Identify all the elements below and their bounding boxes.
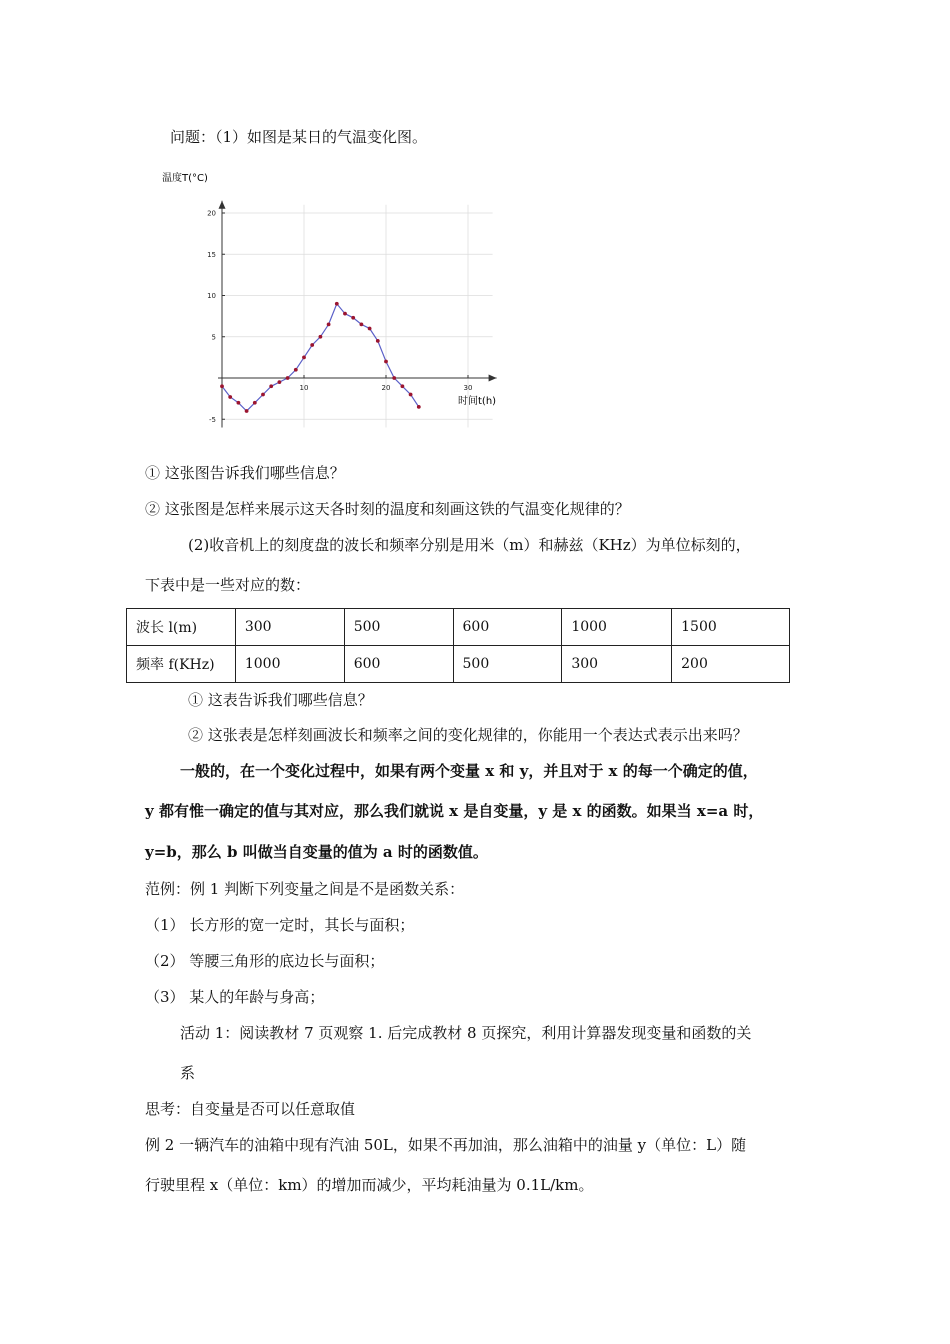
y-tick-label: 20 [207, 209, 216, 218]
data-point [220, 384, 224, 388]
y-tick-label: 10 [207, 292, 216, 300]
data-point [343, 312, 347, 316]
data-point [286, 376, 290, 380]
example-1-item-1: （1） 长方形的宽一定时，其长与面积； [145, 916, 415, 934]
table-row [127, 609, 790, 646]
chart-y-label: 温度T(°C) [162, 173, 208, 184]
definition-line-2: y 都有惟一确定的值与其对应，那么我们就说 x 是自变量，y 是 x 的函数。如果当 x=a 时， [145, 802, 764, 820]
chart-tick-labels [207, 210, 472, 424]
y-tick-label: 15 [207, 250, 216, 259]
activity-line-2: 系 [180, 1064, 196, 1082]
data-point [294, 368, 298, 372]
table-cell: 波长 l(m) [127, 609, 236, 646]
data-point [278, 380, 282, 384]
data-point [253, 401, 257, 405]
table-cell: 500 [344, 609, 453, 646]
example-1-item-3: （3） 某人的年龄与身高； [145, 988, 325, 1006]
question-2a: ① 这表告诉我们哪些信息？ [188, 691, 373, 709]
chart-axes [218, 201, 497, 428]
data-point [417, 405, 421, 409]
table-cell: 200 [672, 646, 790, 683]
paragraph-2-line-2: 下表中是一些对应的数： [145, 576, 311, 594]
table-row [127, 646, 790, 683]
table-cell: 1000 [562, 609, 672, 646]
x-axis-arrow [489, 375, 497, 382]
data-point [319, 335, 323, 339]
data-point [261, 393, 265, 397]
data-point [302, 355, 306, 359]
x-tick-label: 30 [463, 384, 473, 392]
y-axis-arrow [219, 201, 226, 209]
intro-text: 问题：（1）如图是某日的气温变化图。 [170, 128, 428, 146]
definition-line-3: y=b，那么 b 叫做当自变量的值为 a 时的函数值。 [145, 843, 488, 861]
y-tick-label: -5 [209, 415, 216, 424]
question-1a: ① 这张图告诉我们哪些信息？ [145, 464, 345, 482]
data-point [335, 302, 339, 306]
data-point [368, 327, 372, 331]
table-cell: 300 [562, 646, 672, 683]
example-1-title: 范例：例 1 判断下列变量之间是不是函数关系： [145, 880, 465, 898]
table-cell: 1500 [672, 609, 790, 646]
table-cell: 600 [344, 646, 453, 683]
chart-x-label: 时间t(h) [458, 396, 497, 407]
y-tick-label: 5 [211, 333, 216, 342]
table-cell: 600 [453, 609, 562, 646]
example-1-item-2: （2） 等腰三角形的底边长与面积； [145, 952, 385, 970]
question-1b: ② 这张图是怎样来展示这天各时刻的温度和刻画这铁的气温变化规律的？ [145, 500, 630, 518]
data-point [351, 316, 355, 320]
temperature-chart [160, 163, 520, 438]
paragraph-2-line-1: (2)收音机上的刻度盘的波长和频率分别是用米（m）和赫兹（KHz）为单位标刻的， [188, 536, 751, 554]
data-point [310, 343, 314, 347]
data-point [327, 322, 331, 326]
table-cell: 500 [453, 646, 562, 683]
think-text: 思考：自变量是否可以任意取值 [145, 1100, 356, 1118]
data-point [392, 376, 396, 380]
data-point [245, 409, 249, 413]
data-point [401, 384, 405, 388]
table-cell: 1000 [235, 646, 344, 683]
table-cell: 300 [235, 609, 344, 646]
definition-line-1: 一般的，在一个变化过程中，如果有两个变量 x 和 y，并且对于 x 的每一个确定的值， [180, 762, 758, 780]
x-tick-label: 20 [381, 384, 391, 392]
data-point [360, 322, 364, 326]
series-line [222, 304, 419, 411]
chart-series [220, 302, 421, 413]
wavelength-frequency-table [126, 608, 790, 683]
example-2-line-2: 行驶里程 x（单位：km）的增加而减少，平均耗油量为 0.1L/km。 [145, 1176, 594, 1194]
table-cell: 频率 f(KHz) [127, 646, 236, 683]
example-2-line-1: 例 2 一辆汽车的油箱中现有汽油 50L，如果不再加油，那么油箱中的油量 y（单位：L）随 [145, 1136, 747, 1154]
data-point [409, 393, 413, 397]
activity-line-1: 活动 1：阅读教材 7 页观察 1. 后完成教材 8 页探究，利用计算器发现变量和函数的关 [180, 1024, 752, 1042]
x-tick-label: 10 [299, 384, 309, 392]
data-point [376, 339, 380, 343]
data-point [228, 395, 232, 399]
data-point [384, 360, 388, 364]
data-point [269, 384, 273, 388]
question-2b: ② 这张表是怎样刻画波长和频率之间的变化规律的，你能用一个表达式表示出来吗？ [188, 726, 748, 744]
data-point [237, 401, 241, 405]
